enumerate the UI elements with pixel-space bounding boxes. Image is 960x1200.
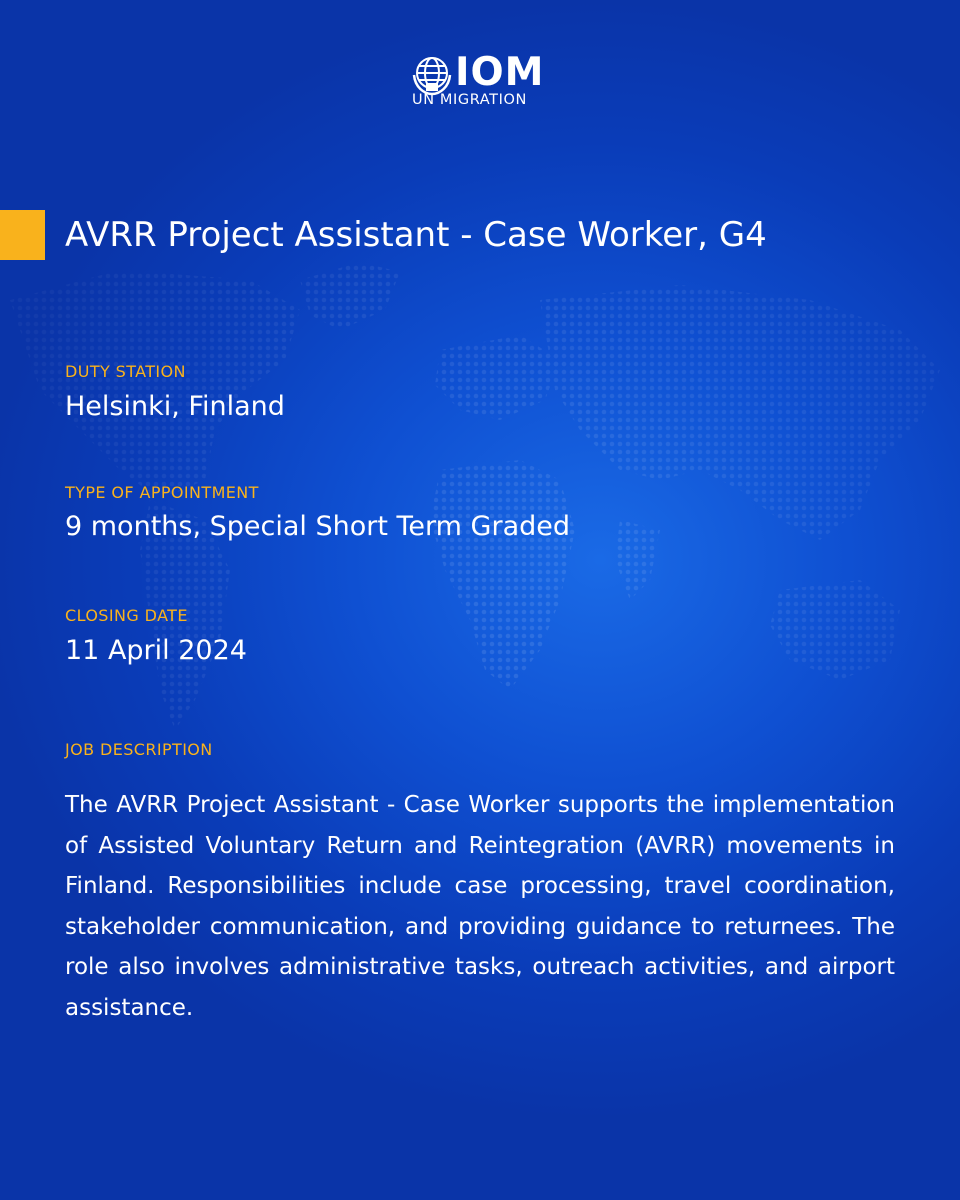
appointment-type-label: TYPE OF APPOINTMENT (65, 483, 259, 502)
title-accent-bar (0, 210, 45, 260)
iom-logo (410, 50, 550, 110)
job-title: AVRR Project Assistant - Case Worker, G4 (65, 215, 767, 255)
logo-wordmark: IOM (455, 50, 545, 95)
closing-date-value: 11 April 2024 (65, 635, 247, 666)
job-description-text: The AVRR Project Assistant - Case Worker supports the implementation of Assisted Voluntary Return and Reintegration (AVRR) movements in Finland. Responsibilities include case processing, travel coordination, stakeholder communication, and providing guidance to returnees. The role also involves administrative tasks, outreach activities, and airport assistance. (65, 792, 895, 1021)
closing-date-label: CLOSING DATE (65, 606, 188, 625)
logo-tagline: UN MIGRATION (412, 92, 527, 108)
appointment-type-value: 9 months, Special Short Term Graded (65, 511, 571, 542)
duty-station-label: DUTY STATION (65, 362, 186, 381)
job-description-label: JOB DESCRIPTION (65, 740, 213, 759)
duty-station-value: Helsinki, Finland (65, 391, 285, 422)
